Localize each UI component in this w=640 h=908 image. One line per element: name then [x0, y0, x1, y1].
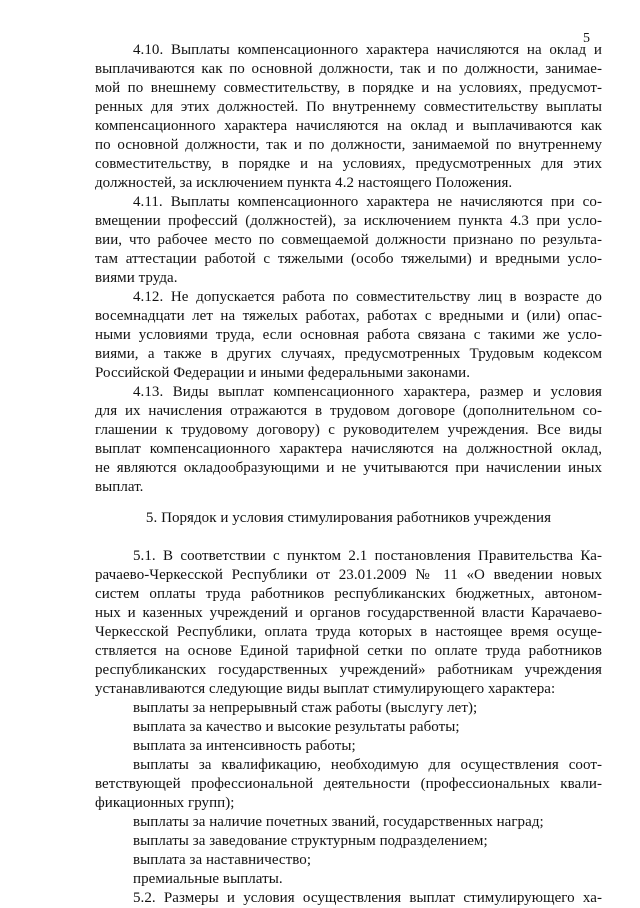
- paragraph-4-11-line: виями труда.: [95, 270, 178, 286]
- paragraph-5-2-line: 5.2. Размеры и условия осуществления выплат стимулирующего ха-: [133, 890, 602, 906]
- paragraph-5-1-line: ствляется на основе Единой тарифной сетки по оплате труда работников: [95, 643, 602, 659]
- paragraph-5-1-line: республиканских государственных учреждений» работникам учреждения: [95, 662, 602, 678]
- paragraph-4-10-line: компенсационного характера начисляются на оклад и выплачиваются как: [95, 118, 602, 134]
- paragraph-4-13-line: выплат компенсационного характера начисляются на должностной оклад,: [95, 441, 602, 457]
- list-item: выплата за интенсивность работы;: [133, 738, 356, 754]
- paragraph-5-1-line: 5.1. В соответствии с пунктом 2.1 постановления Правительства Ка-: [133, 548, 602, 564]
- list-item: выплата за качество и высокие результаты работы;: [133, 719, 460, 735]
- list-item-continuation: ветствующей профессиональной деятельности (профессиональных квали-: [95, 776, 602, 792]
- list-item-continuation: фикационных групп);: [95, 795, 235, 811]
- page-number: 5: [583, 31, 590, 46]
- paragraph-4-12-line: восемнадцати лет на тяжелых работах, работах с вредными и (или) опас-: [95, 308, 602, 324]
- list-item: выплаты за заведование структурным подразделением;: [133, 833, 488, 849]
- paragraph-4-11-line: 4.11. Выплаты компенсационного характера не начисляются при со-: [133, 194, 602, 210]
- list-item: выплата за наставничество;: [133, 852, 312, 868]
- paragraph-4-12-line: ными условиями труда, если основная работа связана с такими же усло-: [95, 327, 602, 343]
- paragraph-4-13-line: глашении к трудовому договору) с руководителем учреждения. Все виды: [95, 422, 602, 438]
- paragraph-4-10-line: по основной должности, так и по должности, занимаемой по внутреннему: [95, 137, 602, 153]
- paragraph-5-1-line: Черкесской Республики, оплата труда которых в настоящее время осуще-: [95, 624, 602, 640]
- paragraph-4-11-line: там аттестации работой с тяжелыми (особо тяжелыми) и вредными усло-: [95, 251, 602, 267]
- paragraph-4-11-line: вии, что рабочее место по совмещаемой должности признано по результа-: [95, 232, 602, 248]
- list-item: выплаты за наличие почетных званий, государственных наград;: [133, 814, 544, 830]
- list-item: выплаты за непрерывный стаж работы (выслугу лет);: [133, 700, 478, 716]
- section-5-heading: 5. Порядок и условия стимулирования работников учреждения: [145, 510, 552, 526]
- paragraph-4-13-line: не являются окладообразующими и не учитываются при начислении иных: [95, 460, 602, 476]
- paragraph-5-1-line: устанавливаются следующие виды выплат стимулирующего характера:: [95, 681, 556, 697]
- paragraph-4-12-line: 4.12. Не допускается работа по совместительству лиц в возрасте до: [133, 289, 602, 305]
- paragraph-5-1-line: ных и казенных учреждений и органов государственной власти Карачаево-: [95, 605, 602, 621]
- paragraph-5-1-line: рачаево-Черкесской Республики от 23.01.2009 № 11 «О введении новых: [95, 567, 602, 583]
- list-item: выплаты за квалификацию, необходимую для осуществления соот-: [133, 757, 602, 773]
- paragraph-4-10-line: совместительству, в порядке и на условиях, предусмотренных для этих: [95, 156, 602, 172]
- paragraph-4-12-line: виями, а также в других случаях, предусмотренных Трудовым кодексом: [95, 346, 602, 362]
- list-item: премиальные выплаты.: [133, 871, 283, 887]
- paragraph-5-1-line: систем оплаты труда работников республиканских бюджетных, автоном-: [95, 586, 602, 602]
- paragraph-4-10-line: 4.10. Выплаты компенсационного характера начисляются на оклад и: [133, 42, 602, 58]
- paragraph-4-13-line: для их начисления отражаются в трудовом договоре (дополнительном со-: [95, 403, 602, 419]
- paragraph-4-13-line: выплат.: [95, 479, 144, 495]
- paragraph-4-11-line: вмещении профессий (должностей), за исключением пункта 4.3 при усло-: [95, 213, 602, 229]
- paragraph-4-10-line: выплачиваются как по основной должности, так и по должности, занимае-: [95, 61, 602, 77]
- paragraph-4-10-line: мой по внешнему совместительству, в порядке и на условиях, предусмот-: [95, 80, 602, 96]
- paragraph-4-12-line: Российской Федерации и иными федеральными законами.: [95, 365, 471, 381]
- paragraph-4-13-line: 4.13. Виды выплат компенсационного характера, размер и условия: [133, 384, 602, 400]
- paragraph-4-10-line: ренных для этих должностей. По внутреннему совместительству выплаты: [95, 99, 602, 115]
- paragraph-4-10-line: должностей, за исключением пункта 4.2 настоящего Положения.: [95, 175, 513, 191]
